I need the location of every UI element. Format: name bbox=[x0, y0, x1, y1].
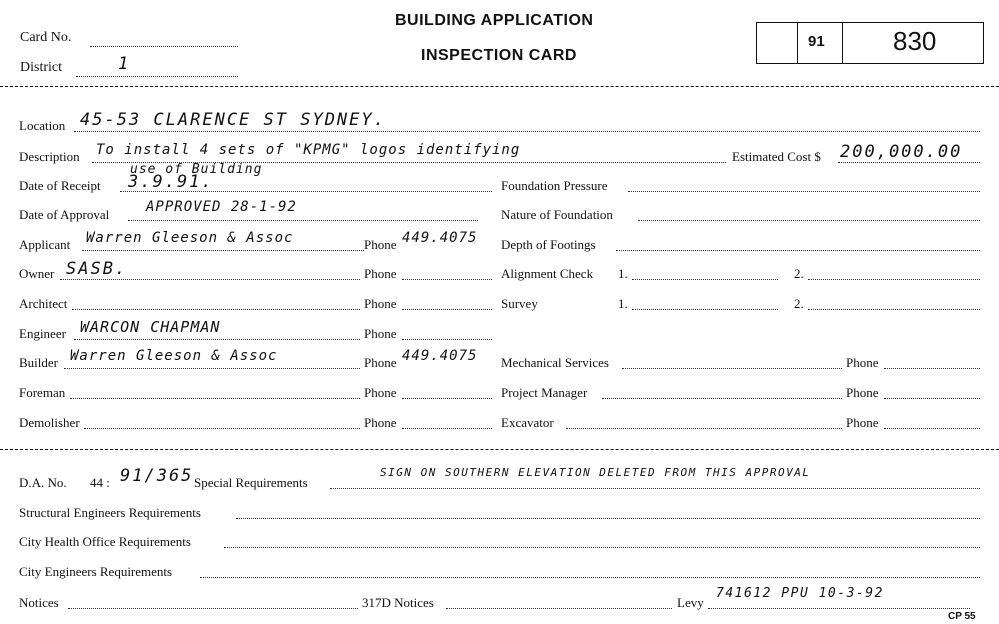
nature-foundation-line bbox=[638, 220, 980, 221]
district-label: District bbox=[20, 60, 62, 75]
engineer-value: WARCON CHAPMAN bbox=[80, 318, 221, 336]
structural-line bbox=[236, 518, 980, 519]
depth-footings-line bbox=[616, 250, 980, 251]
box-prefix-number: 91 bbox=[808, 33, 825, 50]
structural-label: Structural Engineers Requirements bbox=[19, 505, 201, 520]
foreman-phone-line bbox=[402, 398, 492, 399]
builder-phone-label: Phone bbox=[364, 355, 397, 370]
da-number: 91/365 bbox=[120, 466, 194, 486]
da-label: D.A. No. bbox=[19, 475, 67, 490]
date-approval-label: Date of Approval bbox=[19, 207, 110, 222]
foreman-phone-label: Phone bbox=[364, 385, 397, 400]
survey-two: 2. bbox=[794, 296, 804, 311]
survey-one-line bbox=[632, 309, 778, 310]
architect-phone-label: Phone bbox=[364, 296, 397, 311]
project-manager-phone-line bbox=[884, 398, 980, 399]
health-line bbox=[224, 547, 980, 548]
description-label: Description bbox=[19, 149, 80, 164]
owner-phone-line bbox=[402, 279, 492, 280]
survey-two-line bbox=[808, 309, 980, 310]
form-title-line1: BUILDING APPLICATION bbox=[395, 12, 594, 29]
demolisher-phone-line bbox=[402, 428, 492, 429]
applicant-phone-value: 449.4075 bbox=[402, 230, 478, 246]
form-title-line2: INSPECTION CARD bbox=[421, 47, 577, 64]
city-engineers-label: City Engineers Requirements bbox=[19, 564, 173, 579]
location-line bbox=[74, 131, 980, 132]
da-prefix: 44 : bbox=[90, 475, 110, 490]
owner-phone-label: Phone bbox=[364, 266, 397, 281]
health-label: City Health Office Requirements bbox=[19, 534, 191, 549]
architect-line bbox=[72, 309, 360, 310]
location-label: Location bbox=[19, 118, 66, 133]
owner-value: SASB. bbox=[66, 259, 128, 279]
levy-line bbox=[708, 608, 970, 609]
foreman-label: Foreman bbox=[19, 385, 66, 400]
box-divider-2 bbox=[842, 22, 843, 64]
survey-one: 1. bbox=[618, 296, 628, 311]
description-value-2: use of Building bbox=[130, 162, 263, 177]
engineer-phone-line bbox=[402, 339, 492, 340]
cp-code: CP 55 bbox=[948, 611, 976, 622]
card-number-box bbox=[756, 22, 984, 64]
project-manager-label: Project Manager bbox=[501, 385, 588, 400]
location-value: 45-53 CLARENCE ST SYDNEY. bbox=[80, 110, 386, 130]
excavator-phone-line bbox=[884, 428, 980, 429]
date-receipt-value: 3.9.91. bbox=[128, 172, 214, 192]
applicant-label: Applicant bbox=[19, 237, 71, 252]
date-approval-line bbox=[128, 220, 478, 221]
builder-value: Warren Gleeson & Assoc bbox=[70, 348, 278, 364]
box-divider-1 bbox=[797, 22, 798, 64]
owner-label: Owner bbox=[19, 266, 55, 281]
notices-label: Notices bbox=[19, 595, 59, 610]
notices-317d-line bbox=[446, 608, 672, 609]
demolisher-line bbox=[84, 428, 360, 429]
nature-foundation-label: Nature of Foundation bbox=[501, 207, 613, 222]
demolisher-label: Demolisher bbox=[19, 415, 80, 430]
excavator-label: Excavator bbox=[501, 415, 554, 430]
special-requirements-label: Special Requirements bbox=[194, 475, 308, 490]
mechanical-phone-label: Phone bbox=[846, 355, 879, 370]
demolisher-phone-label: Phone bbox=[364, 415, 397, 430]
alignment-one: 1. bbox=[618, 266, 628, 281]
mechanical-label: Mechanical Services bbox=[501, 355, 609, 370]
estimated-cost-label: Estimated Cost $ bbox=[732, 149, 821, 164]
depth-footings-label: Depth of Footings bbox=[501, 237, 596, 252]
alignment-two: 2. bbox=[794, 266, 804, 281]
date-receipt-label: Date of Receipt bbox=[19, 178, 101, 193]
estimated-cost-line bbox=[838, 162, 980, 163]
levy-label: Levy bbox=[677, 595, 704, 610]
builder-phone-value: 449.4075 bbox=[402, 348, 478, 364]
alignment-check-label: Alignment Check bbox=[501, 266, 594, 281]
mechanical-line bbox=[622, 368, 842, 369]
engineer-phone-label: Phone bbox=[364, 326, 397, 341]
project-manager-line bbox=[602, 398, 842, 399]
foundation-pressure-label: Foundation Pressure bbox=[501, 178, 608, 193]
notices-line bbox=[68, 608, 358, 609]
applicant-phone-label: Phone bbox=[364, 237, 397, 252]
owner-line bbox=[60, 279, 360, 280]
header-separator bbox=[0, 86, 999, 87]
project-manager-phone-label: Phone bbox=[846, 385, 879, 400]
applicant-value: Warren Gleeson & Assoc bbox=[86, 230, 294, 246]
alignment-two-line bbox=[808, 279, 980, 280]
excavator-line bbox=[566, 428, 842, 429]
engineer-label: Engineer bbox=[19, 326, 66, 341]
special-requirements-line bbox=[330, 488, 980, 489]
builder-label: Builder bbox=[19, 355, 58, 370]
special-requirements-value: SIGN ON SOUTHERN ELEVATION DELETED FROM THIS APPROVAL bbox=[380, 466, 811, 479]
builder-line bbox=[64, 368, 360, 369]
date-approval-value: APPROVED 28-1-92 bbox=[146, 199, 297, 215]
alignment-one-line bbox=[632, 279, 778, 280]
engineer-line bbox=[74, 339, 360, 340]
card-no-label: Card No. bbox=[20, 30, 72, 45]
district-value: 1 bbox=[118, 54, 131, 74]
survey-label: Survey bbox=[501, 296, 538, 311]
district-line bbox=[76, 76, 238, 77]
mechanical-phone-line bbox=[884, 368, 980, 369]
foundation-pressure-line bbox=[628, 191, 980, 192]
excavator-phone-label: Phone bbox=[846, 415, 879, 430]
footer-separator bbox=[0, 449, 999, 450]
description-value: To install 4 sets of "KPMG" logos identifying bbox=[96, 142, 521, 158]
box-card-number: 830 bbox=[893, 26, 937, 56]
architect-phone-line bbox=[402, 309, 492, 310]
foreman-line bbox=[70, 398, 360, 399]
levy-value: 741612 PPU 10-3-92 bbox=[716, 586, 884, 601]
notices-317d-label: 317D Notices bbox=[362, 595, 434, 610]
city-engineers-line bbox=[200, 577, 980, 578]
applicant-line bbox=[82, 250, 364, 251]
architect-label: Architect bbox=[19, 296, 68, 311]
estimated-cost-value: 200,000.00 bbox=[840, 142, 963, 162]
card-no-line bbox=[90, 46, 238, 47]
